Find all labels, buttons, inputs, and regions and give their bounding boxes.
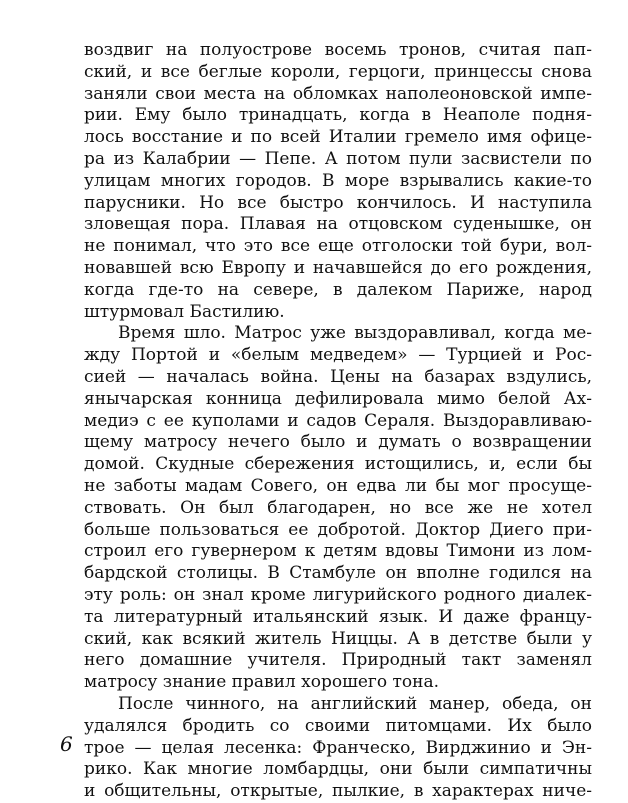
text-line: бардской столицы. В Стамбуле он вполне годился на (84, 563, 592, 584)
text-line: ский, как всякий житель Ниццы. А в детстве были у (84, 628, 592, 649)
text-line: ствовать. Он был благодарен, но все же не хотел (84, 497, 592, 518)
paragraph-start-line: После чинного, на английский манер, обеда, он (118, 693, 592, 714)
paragraph-start-line: Время шло. Матрос уже выздоравливал, когда ме- (118, 323, 592, 344)
body-text (84, 40, 592, 803)
text-line: эту роль: он знал кроме лигурийского родного диалек- (84, 584, 592, 605)
text-line: улицам многих городов. В море взрывались какие-то (84, 170, 592, 191)
text-line: заняли свои места на обломках наполеоновской импе- (84, 83, 592, 104)
text-line: и общительны, открытые, пылкие, в характерах ниче- (84, 781, 592, 802)
text-line: новавшей всю Европу и начавшейся до его рождения, (84, 257, 592, 278)
text-line: янычарская конница дефилировала мимо белой Ах- (84, 388, 592, 409)
text-line: не заботы мадам Совего, он едва ли бы мог просуще- (84, 475, 592, 496)
text-line: когда где-то на севере, в далеком Париже, народ (84, 279, 592, 300)
paragraph-end-line: матросу знание правил хорошего тона. (84, 672, 439, 693)
text-line: щему матросу нечего было и думать о возвращении (84, 432, 592, 453)
text-line: ра из Калабрии — Пепе. А потом пули засвистели по (84, 148, 592, 169)
text-line: лось восстание и по всей Италии гремело имя офице- (84, 127, 592, 148)
text-line: рико. Как многие ломбардцы, они были симпатичны (84, 759, 592, 780)
page-number: 6 (60, 732, 73, 756)
text-line: рии. Ему было тринадцать, когда в Неаполе подня- (84, 105, 592, 126)
text-line: него домашние учителя. Природный такт заменял (84, 650, 592, 671)
text-line: парусники. Но все быстро кончилось. И наступила (84, 192, 592, 213)
text-line: удалялся бродить со своими питомцами. Их было (84, 715, 592, 736)
text-line: больше пользоваться ее добротой. Доктор Диего при- (84, 519, 592, 540)
text-line: та литературный итальянский язык. И даже францу- (84, 606, 592, 627)
paragraph-end-line: штурмовал Бастилию. (84, 301, 285, 322)
text-line: не понимал, что это все еще отголоски той бури, вол- (84, 236, 592, 257)
text-line: сией — началась война. Цены на базарах вздулись, (84, 366, 592, 387)
text-line: ский, и все беглые короли, герцоги, принцессы снова (84, 61, 592, 82)
text-line: строил его гувернером к детям вдовы Тимони из лом- (84, 541, 592, 562)
text-line: зловещая пора. Плавая на отцовском суденышке, он (84, 214, 592, 235)
text-line: воздвиг на полуострове восемь тронов, считая пап- (84, 40, 592, 60)
text-line: домой. Скудные сбережения истощились, и, если бы (84, 454, 592, 475)
text-line: трое — целая лесенка: Франческо, Вирджинио и Эн- (84, 737, 592, 758)
text-line: жду Портой и «белым медведем» — Турцией и Рос- (84, 345, 592, 366)
text-line: медиэ с ее куполами и садов Сераля. Выздоравливаю- (84, 410, 592, 431)
